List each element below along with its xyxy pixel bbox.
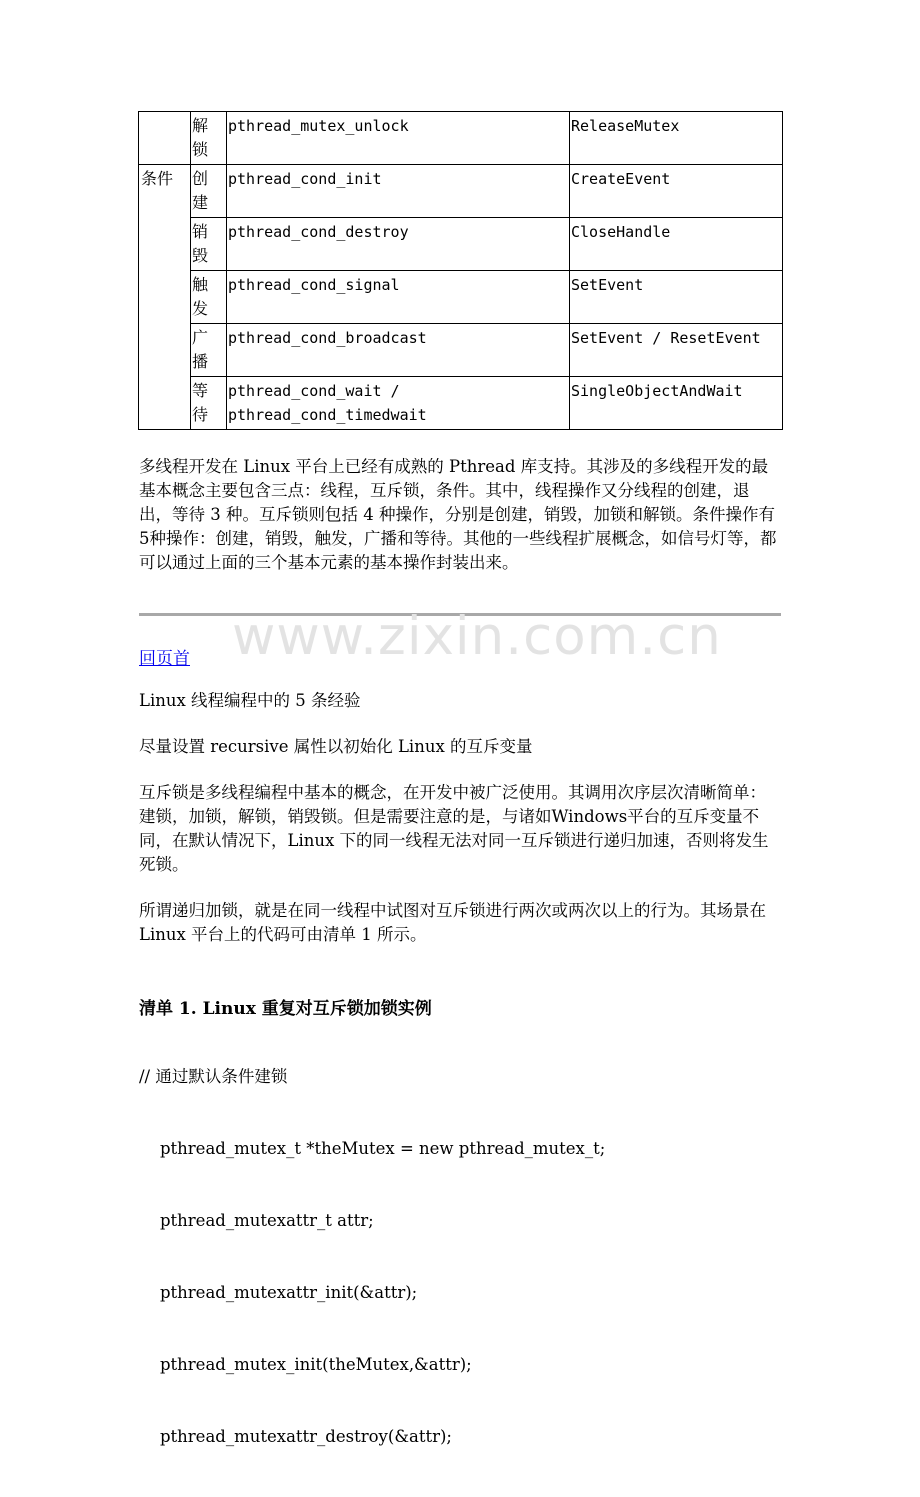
linux-api-cell: pthread_cond_wait / pthread_cond_timedwait: [227, 377, 570, 430]
back-to-top-link[interactable]: 回页首: [139, 649, 190, 669]
table-row: [139, 324, 783, 377]
body-paragraph-2: 所谓递归加锁，就是在同一线程中试图对互斥锁进行两次或两次以上的行为。其场景在 Linux 平台上的代码可由清单 1 所示。: [139, 901, 766, 944]
windows-api-cell: SingleObjectAndWait: [570, 377, 783, 430]
windows-api-cell: SetEvent / ResetEvent: [570, 324, 783, 377]
table-row: [139, 112, 783, 165]
operation-cell: 创建: [191, 165, 227, 218]
operation-cell: 等待: [191, 377, 227, 430]
linux-api-cell: pthread_cond_destroy: [227, 218, 570, 271]
windows-api-cell: SetEvent: [570, 271, 783, 324]
listing-title: 清单 1. Linux 重复对互斥锁加锁实例: [139, 999, 432, 1019]
section-title: Linux 线程编程中的 5 条经验: [139, 691, 361, 710]
code-listing: [139, 1017, 605, 1497]
linux-api-cell: pthread_cond_broadcast: [227, 324, 570, 377]
watermark: www.zixin.com.cn: [232, 606, 722, 667]
operation-cell: 触发: [191, 271, 227, 324]
code-line: pthread_mutexattr_t attr;: [139, 1211, 374, 1230]
code-line: pthread_mutex_init(theMutex,&attr);: [139, 1355, 472, 1374]
table-row: [139, 271, 783, 324]
api-mapping-table: [138, 111, 783, 430]
intro-paragraph: 多线程开发在 Linux 平台上已经有成熟的 Pthread 库支持。其涉及的多线程开发的最基本概念主要包含三点：线程，互斥锁，条件。其中，线程操作又分线程的创建，退出，等待 3 种。互斥锁则包括 4 种操作，分别是创建，销毁，加锁和解锁。条件操作有5种操作：创建，销毁，触发，广播和等待。其他的一些线程扩展概念，如信号灯等，都可以通过上面的三个基本元素的基本操作封装出来。: [139, 457, 777, 572]
table-row: [139, 165, 783, 218]
subsection-title: 尽量设置 recursive 属性以初始化 Linux 的互斥变量: [139, 737, 533, 756]
code-line: pthread_mutex_t *theMutex = new pthread_mutex_t;: [139, 1139, 606, 1158]
code-line: pthread_mutexattr_destroy(&attr);: [139, 1427, 452, 1446]
table-row: [139, 218, 783, 271]
code-line: pthread_mutexattr_init(&attr);: [139, 1283, 418, 1302]
operation-cell: 销毁: [191, 218, 227, 271]
windows-api-cell: CloseHandle: [570, 218, 783, 271]
category-cell-condition: 条件: [139, 165, 191, 430]
operation-cell: 广播: [191, 324, 227, 377]
linux-api-cell: pthread_cond_signal: [227, 271, 570, 324]
body-paragraph-1: 互斥锁是多线程编程中基本的概念，在开发中被广泛使用。其调用次序层次清晰简单：建锁，加锁，解锁，销毁锁。但是需要注意的是，与诸如Windows平台的互斥变量不同，在默认情况下，Linux 下的同一线程无法对同一互斥锁进行递归加速，否则将发生死锁。: [139, 783, 769, 874]
windows-api-cell: CreateEvent: [570, 165, 783, 218]
windows-api-cell: ReleaseMutex: [570, 112, 783, 165]
category-cell-empty: [139, 112, 191, 165]
table-row: [139, 377, 783, 430]
code-line: // 通过默认条件建锁: [139, 1067, 288, 1086]
linux-api-cell: pthread_cond_init: [227, 165, 570, 218]
operation-cell: 解锁: [191, 112, 227, 165]
linux-api-cell: pthread_mutex_unlock: [227, 112, 570, 165]
